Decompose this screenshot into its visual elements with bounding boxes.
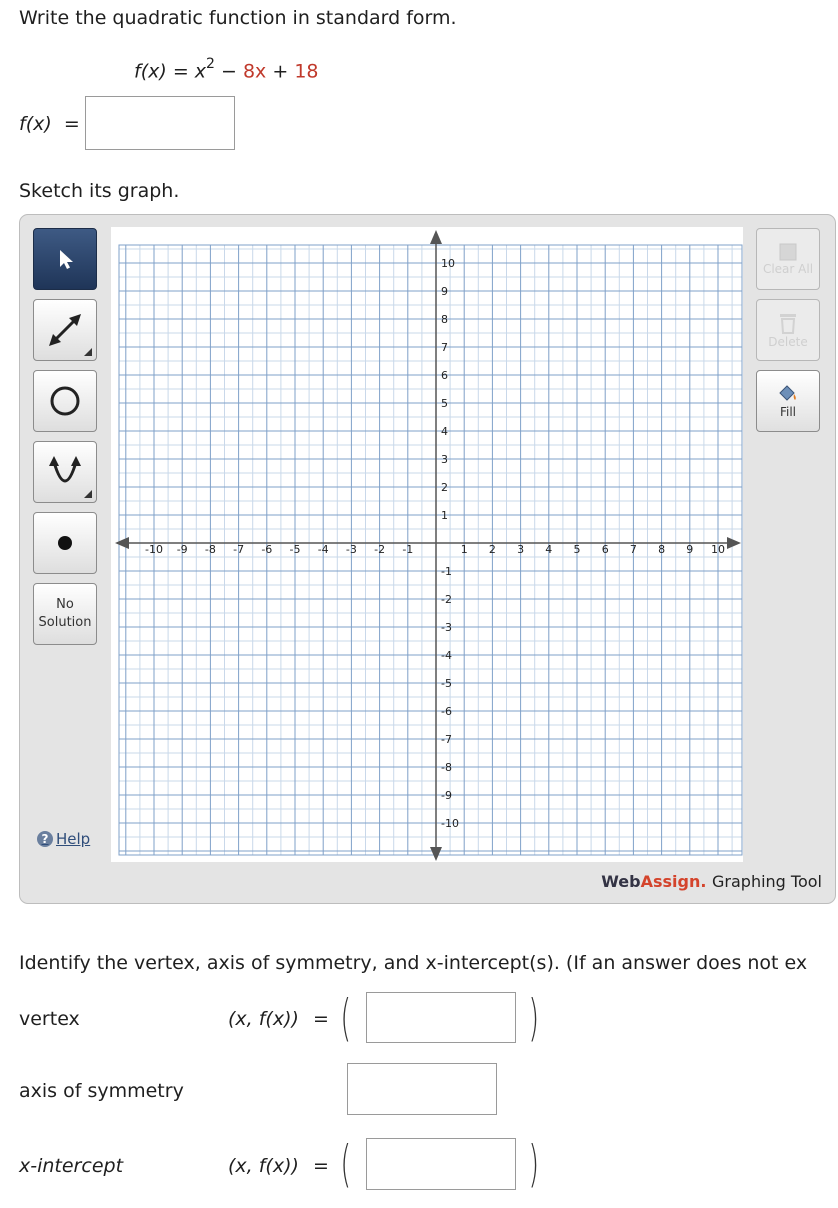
y-tick-label: 5 bbox=[441, 397, 448, 410]
y-tick-label: 7 bbox=[441, 341, 448, 354]
pointer-tool-button[interactable] bbox=[33, 228, 97, 290]
circle-icon bbox=[45, 381, 85, 421]
y-tick-label: -10 bbox=[441, 817, 459, 830]
y-tick-label: -5 bbox=[441, 677, 452, 690]
clear-all-label: Clear All bbox=[762, 262, 814, 276]
fill-label: Fill bbox=[779, 405, 797, 419]
x-tick-label: 4 bbox=[545, 543, 553, 556]
vertex-right-paren: ) bbox=[528, 989, 540, 1047]
y-tick-label: 8 bbox=[441, 313, 448, 326]
x-intercept-text: x-intercept bbox=[19, 1155, 124, 1177]
parabola-tool-menu-indicator bbox=[84, 490, 92, 498]
delete-button[interactable] bbox=[756, 299, 820, 361]
answer-fx-label bbox=[19, 113, 80, 135]
x-tick-label: -7 bbox=[233, 543, 245, 556]
axis-symmetry-input[interactable] bbox=[347, 1063, 497, 1115]
delete-label: Delete bbox=[768, 335, 808, 349]
graphing-tool bbox=[19, 214, 836, 904]
x-tick-label: 7 bbox=[629, 543, 637, 556]
function-lhs: f(x) bbox=[134, 60, 167, 83]
no-solution-button[interactable] bbox=[33, 583, 97, 645]
axis-symmetry-label: axis of symmetry bbox=[19, 1080, 184, 1102]
no-solution-line2: Solution bbox=[38, 615, 92, 630]
function-expression bbox=[134, 58, 319, 82]
y-tick-label: -2 bbox=[441, 593, 452, 606]
x-tick-label: -8 bbox=[204, 543, 216, 556]
sketch-prompt: Sketch its graph. bbox=[19, 180, 180, 202]
x-tick-label: -1 bbox=[402, 543, 414, 556]
y-tick-label: 3 bbox=[441, 453, 448, 466]
function-x: x bbox=[194, 60, 207, 83]
trash-icon bbox=[777, 311, 799, 335]
standard-form-prompt: Write the quadratic function in standard form. bbox=[19, 7, 457, 29]
point-tool-button[interactable] bbox=[33, 512, 97, 574]
x-tick-label: 6 bbox=[601, 543, 609, 556]
y-tick-label: 4 bbox=[441, 425, 448, 438]
x-tick-label: -5 bbox=[289, 543, 301, 556]
point-icon bbox=[55, 533, 75, 553]
standard-form-input[interactable] bbox=[85, 96, 235, 150]
line-tool-menu-indicator bbox=[84, 348, 92, 356]
y-tick-label: 9 bbox=[441, 285, 448, 298]
y-tick-label: 6 bbox=[441, 369, 448, 382]
vertex-xfx-text: (x, f(x)) bbox=[228, 1008, 299, 1030]
x-tick-label: 3 bbox=[517, 543, 525, 556]
graph-canvas[interactable] bbox=[111, 227, 743, 862]
x-intercept-input[interactable] bbox=[366, 1138, 516, 1190]
help-link[interactable] bbox=[37, 830, 90, 848]
x-tick-label: 2 bbox=[488, 543, 496, 556]
line-arrows-icon bbox=[45, 310, 85, 350]
y-tick-label: -1 bbox=[441, 565, 452, 578]
function-term2: 8x bbox=[242, 60, 267, 83]
vertex-input[interactable] bbox=[366, 992, 516, 1043]
x-intercept-xfx-text: (x, f(x)) bbox=[228, 1155, 299, 1177]
x-intercept-equals: = bbox=[312, 1155, 329, 1177]
y-tick-label: 1 bbox=[441, 509, 448, 522]
x-intercept-label bbox=[19, 1155, 123, 1177]
answer-fx-name: f(x) bbox=[19, 113, 52, 135]
brand-web: Web bbox=[601, 872, 641, 891]
vertex-left-paren: ( bbox=[340, 989, 352, 1047]
clear-all-button[interactable] bbox=[756, 228, 820, 290]
fill-button[interactable] bbox=[756, 370, 820, 432]
clear-all-icon bbox=[778, 242, 798, 262]
help-icon: ? bbox=[37, 831, 53, 847]
circle-tool-button[interactable] bbox=[33, 370, 97, 432]
no-solution-line1: No bbox=[56, 597, 74, 612]
y-tick-label: -6 bbox=[441, 705, 452, 718]
x-tick-label: 10 bbox=[711, 543, 725, 556]
x-tick-label: 1 bbox=[460, 543, 468, 556]
y-tick-label: -4 bbox=[441, 649, 452, 662]
paint-bucket-icon bbox=[776, 383, 800, 405]
y-tick-label: -8 bbox=[441, 761, 452, 774]
y-tick-label: 10 bbox=[441, 257, 455, 270]
brand-tool: Graphing Tool bbox=[712, 872, 822, 891]
y-tick-label: -3 bbox=[441, 621, 452, 634]
x-intercept-xfx-label bbox=[228, 1155, 329, 1177]
line-tool-button[interactable] bbox=[33, 299, 97, 361]
y-tick-label: 2 bbox=[441, 481, 448, 494]
x-tick-label: -4 bbox=[317, 543, 329, 556]
function-constant: 18 bbox=[294, 60, 319, 83]
function-exponent: 2 bbox=[206, 56, 215, 72]
y-tick-label: -9 bbox=[441, 789, 452, 802]
x-tick-label: -6 bbox=[261, 543, 273, 556]
x-tick-label: -10 bbox=[145, 543, 163, 556]
x-tick-label: 8 bbox=[658, 543, 666, 556]
x-tick-label: -2 bbox=[374, 543, 386, 556]
answer-fx-equals: = bbox=[63, 113, 80, 135]
vertex-xfx-label bbox=[228, 1008, 329, 1030]
function-equals: = bbox=[172, 60, 189, 83]
help-label: Help bbox=[56, 830, 91, 848]
x-intercept-left-paren: ( bbox=[340, 1135, 352, 1193]
parabola-tool-button[interactable] bbox=[33, 441, 97, 503]
x-tick-label: -9 bbox=[176, 543, 188, 556]
function-plus: + bbox=[272, 60, 289, 83]
function-minus: − bbox=[221, 60, 237, 83]
y-tick-label: -7 bbox=[441, 733, 452, 746]
vertex-label: vertex bbox=[19, 1008, 80, 1030]
webassign-brand bbox=[601, 872, 822, 891]
brand-assign: Assign. bbox=[640, 872, 707, 891]
pointer-arrow-icon bbox=[52, 246, 78, 272]
vertex-equals: = bbox=[312, 1008, 329, 1030]
x-tick-label: 9 bbox=[686, 543, 694, 556]
x-tick-label: 5 bbox=[573, 543, 581, 556]
x-intercept-right-paren: ) bbox=[528, 1135, 540, 1193]
identify-prompt: Identify the vertex, axis of symmetry, and x-intercept(s). (If an answer does not ex bbox=[19, 952, 808, 974]
x-tick-label: -3 bbox=[345, 543, 357, 556]
parabola-icon bbox=[45, 452, 85, 492]
